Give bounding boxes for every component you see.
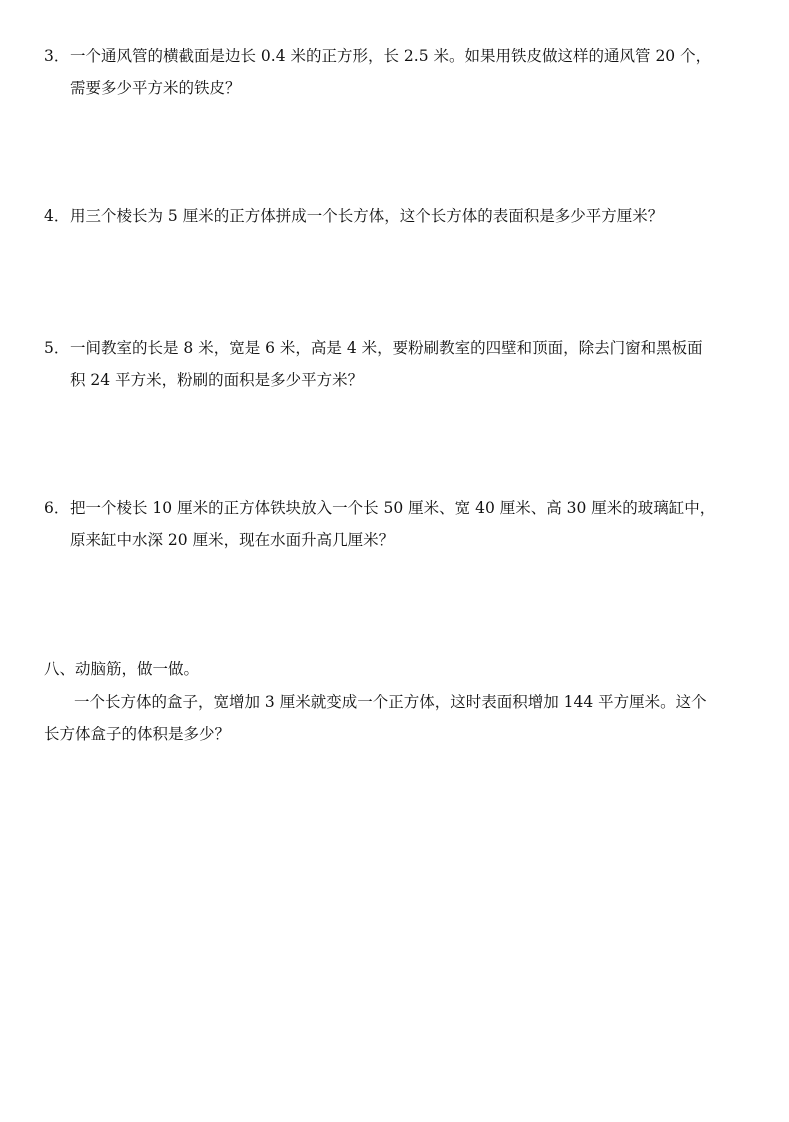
problem-6-line-2 (70, 530, 394, 550)
problem-3-line-1 (44, 46, 711, 66)
problem-6-line-1 (44, 498, 715, 518)
section-problem-line-1 (74, 692, 707, 712)
problem-3-text-continued: 需要多少平方米的铁皮？ (70, 79, 241, 97)
problem-3-text: 一个通风管的横截面是边长 0.4 米的正方形，长 2.5 米。如果用铁皮做这样的通风管 20 个， (70, 47, 712, 65)
section-heading (44, 659, 199, 679)
problem-4-line-1 (44, 206, 663, 226)
section-problem-text-continued: 长方体盒子的体积是多少？ (44, 725, 231, 743)
problem-6-text: 把一个棱长 10 厘米的正方体铁块放入一个长 50 厘米、宽 40 厘米、高 30 厘米的玻璃缸中， (70, 499, 716, 517)
problem-3-line-2 (70, 78, 241, 98)
problem-5-text-continued: 积 24 平方米，粉刷的面积是多少平方米？ (70, 371, 364, 389)
problem-3-number: 3． (44, 47, 70, 65)
problem-5-number: 5． (44, 339, 70, 357)
section-problem-text: 一个长方体的盒子，宽增加 3 厘米就变成一个正方体，这时表面积增加 144 平方厘米。这个 (74, 693, 707, 711)
section-problem-line-2 (44, 724, 230, 744)
problem-6-number: 6． (44, 499, 70, 517)
problem-5-text: 一间教室的长是 8 米，宽是 6 米，高是 4 米，要粉刷教室的四壁和顶面，除去门窗和黑板面 (70, 339, 703, 357)
problem-6-text-continued: 原来缸中水深 20 厘米，现在水面升高几厘米？ (70, 531, 395, 549)
section-heading-text: 八、动脑筋，做一做。 (44, 660, 200, 678)
problem-4-number: 4． (44, 207, 70, 225)
problem-5-line-1 (44, 338, 703, 358)
problem-5-line-2 (70, 370, 363, 390)
problem-4-text: 用三个棱长为 5 厘米的正方体拼成一个长方体，这个长方体的表面积是多少平方厘米？ (70, 207, 664, 225)
